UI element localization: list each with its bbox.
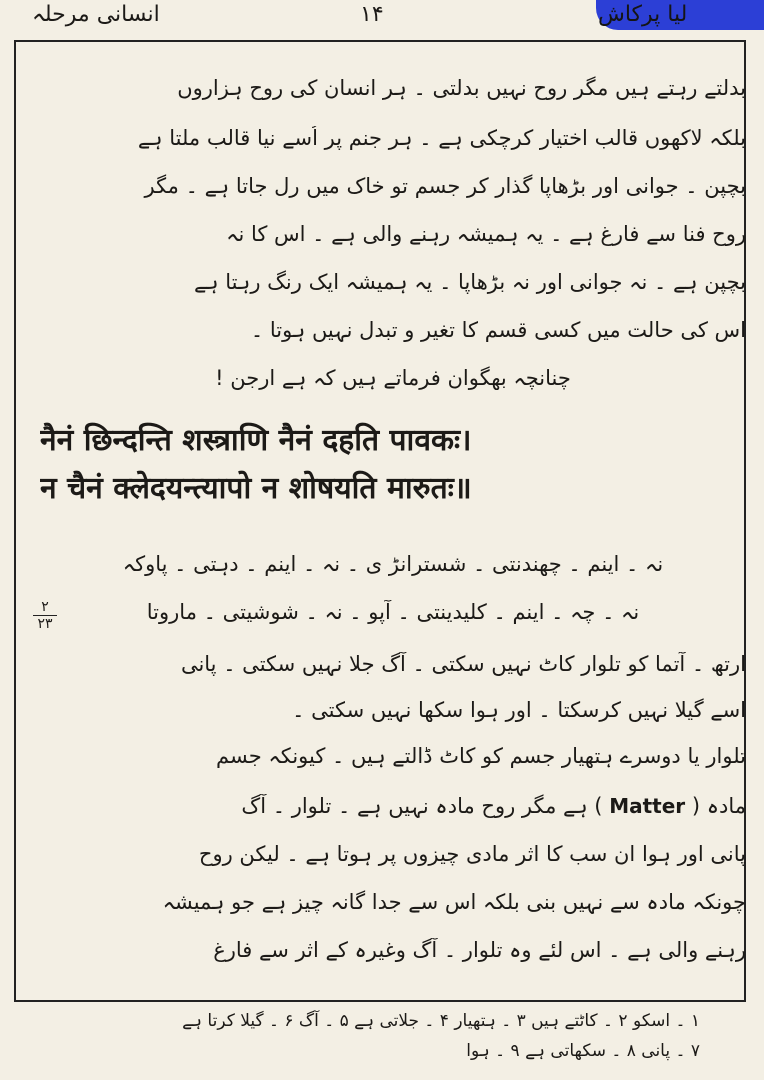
body-line-1: بدلتے رہتے ہیں مگر روح نہیں بدلتی ۔ ہر انسان کی روح ہزاروں (177, 76, 746, 100)
explanation-line-4: چونکہ مادہ سے نہیں بنی بلکہ اس سے جدا گانہ چیز ہے جو ہمیشہ (162, 890, 746, 914)
matter-word: Matter (609, 794, 686, 818)
meaning-line-2: اسے گیلا نہیں کرسکتا ۔ اور ہوا سکھا نہیں سکتی ۔ (292, 698, 746, 722)
footnote-line-2: ۷ ۔ پانی ۸ ۔ سکھاتی ہے ۹ ۔ ہوا (466, 1041, 700, 1061)
running-header-left: انسانی مرحلہ (32, 2, 160, 27)
transliteration-line-1: نہ ۔ اینم ۔ چھندنتی ۔ شسترانڑ ی ۔ نہ ۔ اینم ۔ دہتی ۔ پاوکہ (122, 552, 664, 576)
margin-number-bottom: ۲۳ (37, 616, 53, 632)
transliteration-line-2: نہ ۔ چہ ۔ اینم ۔ کلیدینتی ۔ آپو ۔ نہ ۔ شوشیتی ۔ ماروتا (146, 600, 640, 624)
explanation-line-2 (40, 794, 746, 818)
footnote-line-1: ۱ ۔ اسکو ۲ ۔ کاٹتے ہیں ۳ ۔ ہتھیار ۴ ۔ جلاتی ہے ۵ ۔ آگ ۶ ۔ گیلا کرتا ہے (182, 1011, 700, 1031)
meaning-line-1: ارتھ ۔ آتما کو تلوار کاٹ نہیں سکتی ۔ آگ جلا نہیں سکتی ۔ پانی (180, 652, 746, 676)
explanation-line-2-start: مادہ ( (691, 794, 746, 818)
body-line-5: بچپن ہے ۔ نہ جوانی اور نہ بڑھاپا ۔ یہ ہمیشہ ایک رنگ رہتا ہے (194, 270, 746, 294)
body-line-4: روح فنا سے فارغ ہے ۔ یہ ہمیشہ رہنے والی ہے ۔ اس کا نہ (226, 222, 746, 246)
body-line-3: بچپن ۔ جوانی اور بڑھاپا گذار کر جسم تو خاک میں رل جاتا ہے ۔ مگر (144, 174, 746, 198)
margin-number-top: ۲ (41, 599, 49, 615)
margin-reference-number (30, 600, 60, 631)
body-line-2: بلکہ لاکھوں قالب اختیار کرچکی ہے ۔ ہر جنم پر اُسے نیا قالب ملتا ہے (137, 126, 746, 150)
page-number: ۱۴ (360, 2, 384, 27)
explanation-line-2-end: ) ہے مگر روح مادہ نہیں ہے ۔ تلوار ۔ آگ (241, 794, 603, 818)
text-frame (14, 40, 746, 1002)
explanation-line-1: تلوار یا دوسرے ہتھیار جسم کو کاٹ ڈالتے ہیں ۔ کیونکہ جسم (216, 744, 746, 768)
explanation-line-3: پانی اور ہوا ان سب کا اثر مادی چیزوں پر ہوتا ہے ۔ لیکن روح (198, 842, 746, 866)
running-header-right: لیا پرکاش (598, 2, 688, 27)
sanskrit-verse-line-2: न चैनं क्लेदयन्त्यापो न शोषयति मारुतः॥ (40, 471, 472, 506)
body-line-7: چنانچہ بھگوان فرماتے ہیں کہ ہے ارجن ! (215, 366, 571, 390)
body-line-6: اس کی حالت میں کسی قسم کا تغیر و تبدل نہیں ہوتا ۔ (250, 318, 746, 342)
explanation-line-5: رہنے والی ہے ۔ اس لئے وہ تلوار ۔ آگ وغیرہ کے اثر سے فارغ (213, 938, 746, 962)
sanskrit-verse-line-1: नैनं छिन्दन्ति शस्त्राणि नैनं दहति पावकः। (40, 423, 472, 458)
